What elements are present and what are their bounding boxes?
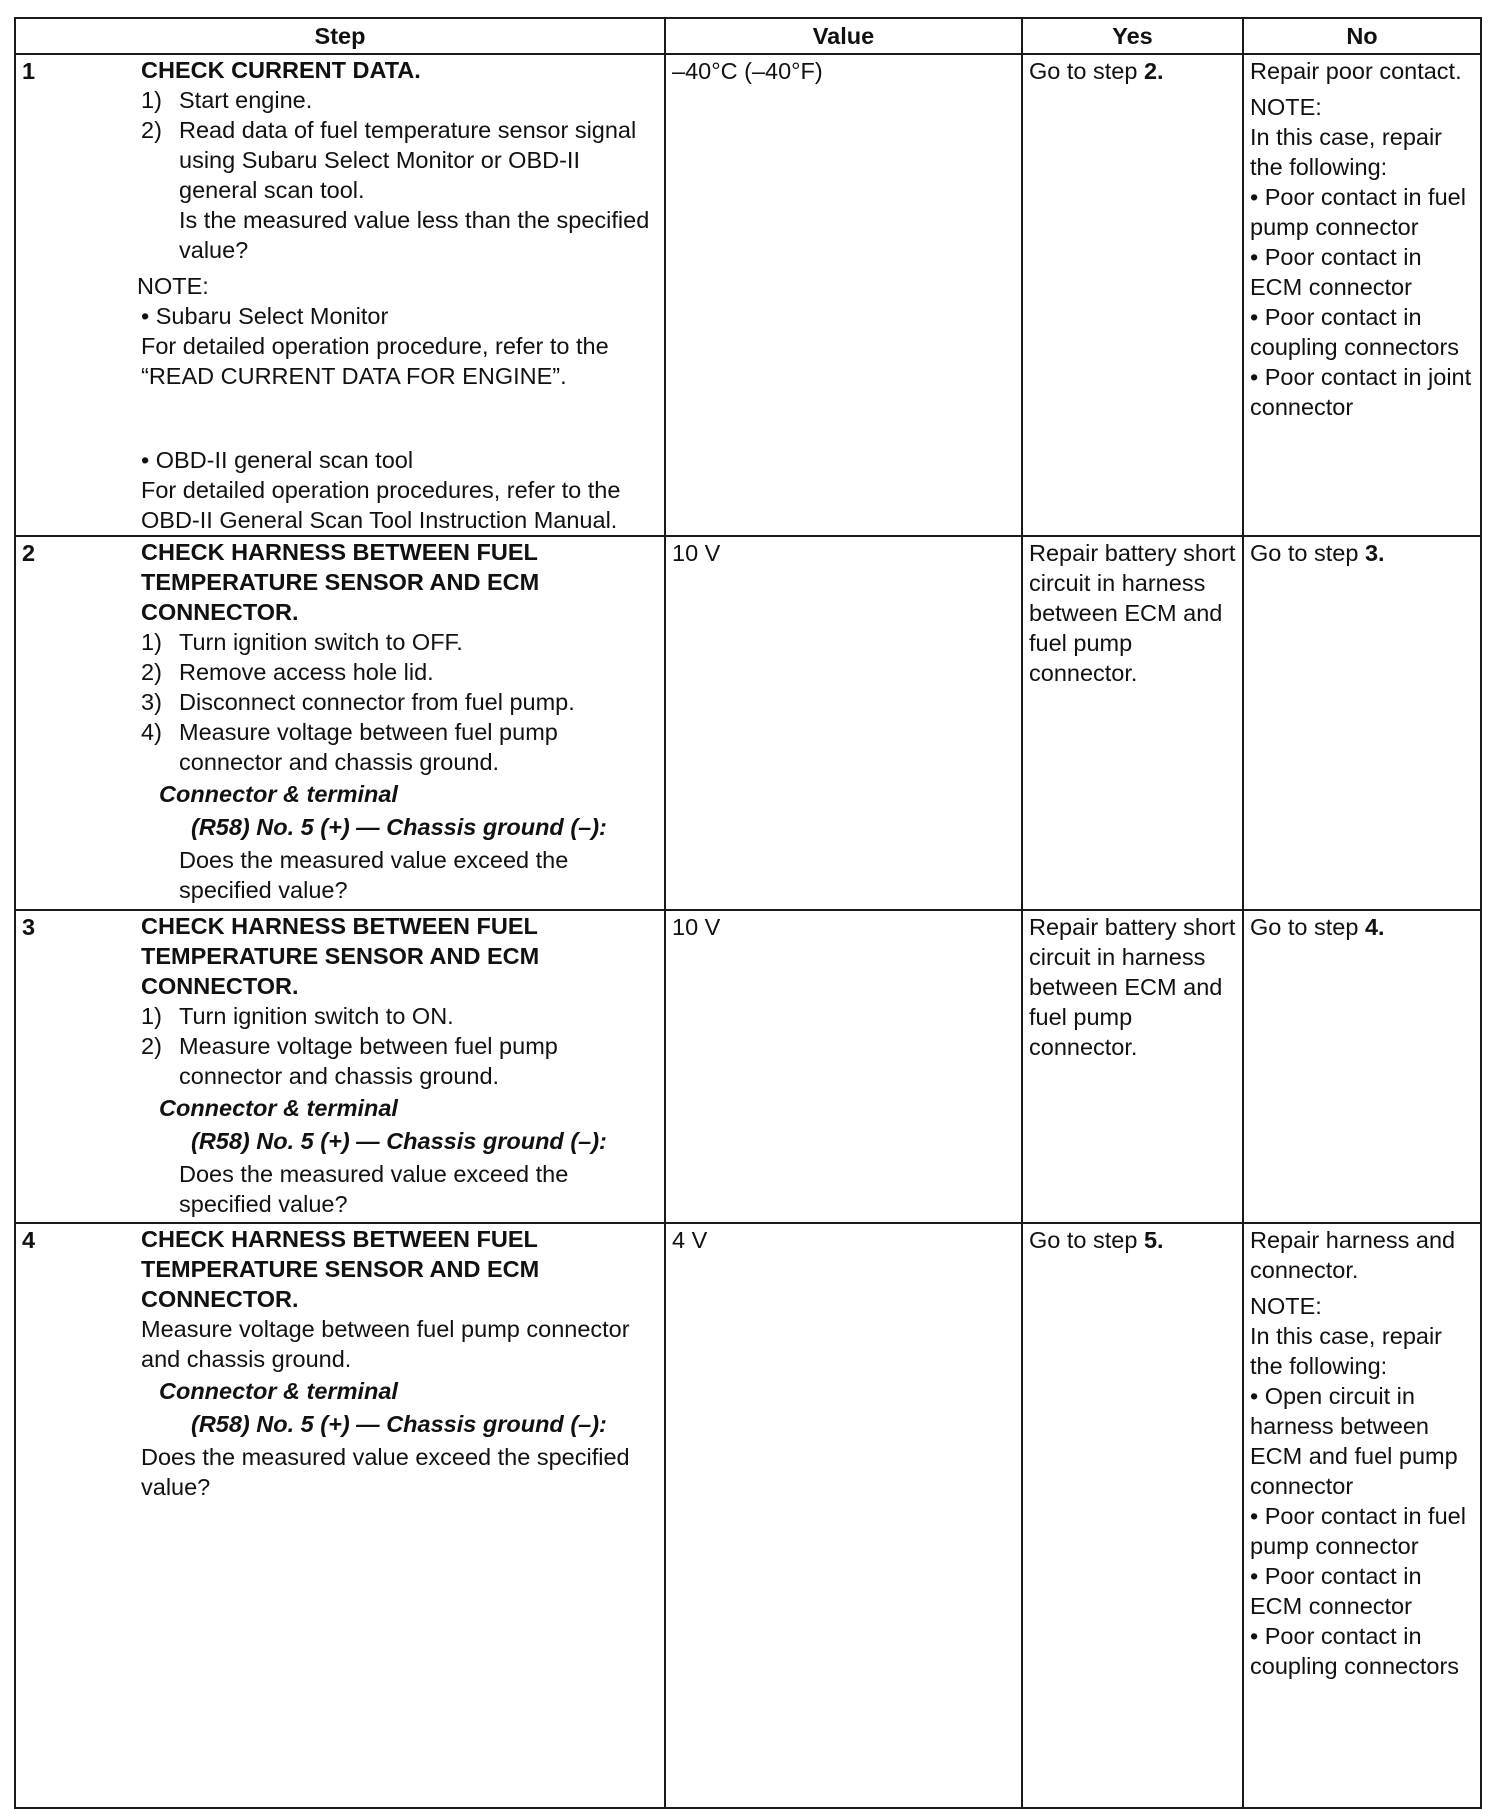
- list-item: • Poor contact in joint connector: [1250, 364, 1472, 420]
- no-cell: [1243, 54, 1481, 536]
- note-text: For detailed operation procedure, refer to the “READ CURRENT DATA FOR ENGINE”.: [141, 333, 609, 389]
- list-item: • Open circuit in harness between ECM and fuel pump connector: [1250, 1383, 1458, 1499]
- header-no: No: [1243, 18, 1481, 54]
- value-cell: 10 V: [665, 536, 1022, 910]
- note-bullet: • Subaru Select Monitor: [141, 303, 389, 329]
- connector-terminal: (R58) No. 5 (+) — Chassis ground (–):: [191, 1411, 607, 1437]
- procedure-list: [141, 1001, 660, 1091]
- list-item: • Poor contact in coupling connectors: [1250, 304, 1460, 360]
- list-item: 1) Turn ignition switch to OFF.: [141, 629, 463, 655]
- list-item: • Poor contact in ECM connector: [1250, 244, 1422, 300]
- list-item: 1) Start engine.: [141, 87, 313, 113]
- step-number: 2: [22, 540, 36, 566]
- step-cell: [15, 910, 665, 1223]
- step-ref: 2.: [1143, 58, 1164, 84]
- value-cell: 10 V: [665, 910, 1022, 1223]
- connector-label: Connector & terminal: [159, 1095, 398, 1121]
- step-cell: [15, 54, 665, 536]
- list-item: 2) Read data of fuel temperature sensor signal using Subaru Select Monitor or OBD-II general scan tool.: [141, 117, 637, 203]
- no-action: Repair poor contact.: [1250, 58, 1462, 84]
- list-item: • Poor contact in fuel pump connector: [1250, 184, 1466, 240]
- value-cell: 4 V: [665, 1223, 1022, 1808]
- list-item: 2) Measure voltage between fuel pump connector and chassis ground.: [141, 1033, 558, 1089]
- step-question: Does the measured value exceed the specified value?: [179, 847, 569, 903]
- connector-terminal: (R58) No. 5 (+) — Chassis ground (–):: [191, 814, 607, 840]
- value-cell: –40°C (–40°F): [665, 54, 1022, 536]
- procedure-list: [141, 627, 660, 777]
- step-instruction: Measure voltage between fuel pump connector and chassis ground.: [141, 1316, 630, 1372]
- step-title: CHECK HARNESS BETWEEN FUEL TEMPERATURE SENSOR AND ECM CONNECTOR.: [141, 913, 540, 999]
- step-question: Does the measured value exceed the specified value?: [141, 1444, 630, 1500]
- note-label: NOTE:: [137, 273, 209, 299]
- note-bullet: • OBD-II general scan tool: [141, 447, 414, 473]
- step-number: 3: [22, 914, 36, 940]
- note-text: In this case, repair the following:: [1250, 124, 1443, 180]
- list-item: 3) Disconnect connector from fuel pump.: [141, 689, 575, 715]
- no-action: Repair harness and connector.: [1250, 1227, 1456, 1283]
- list-item: 4) Measure voltage between fuel pump connector and chassis ground.: [141, 719, 558, 775]
- no-cell: Go to step 3.: [1243, 536, 1481, 910]
- step-question: Is the measured value less than the specified value?: [179, 207, 650, 263]
- step-body: [141, 1224, 660, 1502]
- yes-cell: Go to step 2.: [1022, 54, 1243, 536]
- step-number: 4: [22, 1227, 36, 1253]
- connector-terminal: (R58) No. 5 (+) — Chassis ground (–):: [191, 1128, 607, 1154]
- list-item: • Poor contact in coupling connectors: [1250, 1623, 1460, 1679]
- step-cell: [15, 1223, 665, 1808]
- step-question: Does the measured value exceed the specified value?: [179, 1161, 569, 1217]
- header-step: Step: [15, 18, 665, 54]
- step-title: CHECK CURRENT DATA.: [141, 57, 421, 83]
- note-text: For detailed operation procedures, refer to the OBD-II General Scan Tool Instruction Manual.: [141, 477, 621, 533]
- list-item: 1) Turn ignition switch to ON.: [141, 1003, 454, 1029]
- step-cell: [15, 536, 665, 910]
- diagnostic-table: [14, 17, 1482, 1809]
- note-label: NOTE:: [1250, 1293, 1322, 1319]
- list-item: • Poor contact in fuel pump connector: [1250, 1503, 1466, 1559]
- connector-label: Connector & terminal: [159, 781, 398, 807]
- step-body: [137, 55, 660, 535]
- table-row: [15, 536, 1481, 910]
- list-item: 2) Remove access hole lid.: [141, 659, 434, 685]
- step-ref: 3.: [1364, 540, 1385, 566]
- step-body: [141, 911, 660, 1219]
- step-body: [141, 537, 660, 905]
- note-text: In this case, repair the following:: [1250, 1323, 1443, 1379]
- step-title: CHECK HARNESS BETWEEN FUEL TEMPERATURE SENSOR AND ECM CONNECTOR.: [141, 539, 540, 625]
- table-row: [15, 54, 1481, 536]
- step-title: CHECK HARNESS BETWEEN FUEL TEMPERATURE SENSOR AND ECM CONNECTOR.: [141, 1226, 540, 1312]
- list-item: • Poor contact in ECM connector: [1250, 1563, 1422, 1619]
- header-row: [15, 18, 1481, 54]
- yes-cell: Repair battery short circuit in harness between ECM and fuel pump connector.: [1022, 910, 1243, 1223]
- yes-cell: Go to step 5.: [1022, 1223, 1243, 1808]
- table-row: [15, 1223, 1481, 1808]
- step-ref: 5.: [1143, 1227, 1164, 1253]
- yes-cell: Repair battery short circuit in harness between ECM and fuel pump connector.: [1022, 536, 1243, 910]
- no-cell: Go to step 4.: [1243, 910, 1481, 1223]
- step-number: 1: [22, 58, 36, 84]
- connector-label: Connector & terminal: [159, 1378, 398, 1404]
- header-value: Value: [665, 18, 1022, 54]
- table-row: [15, 910, 1481, 1223]
- step-ref: 4.: [1364, 914, 1385, 940]
- procedure-list: [141, 85, 660, 205]
- note-label: NOTE:: [1250, 94, 1322, 120]
- header-yes: Yes: [1022, 18, 1243, 54]
- no-cell: [1243, 1223, 1481, 1808]
